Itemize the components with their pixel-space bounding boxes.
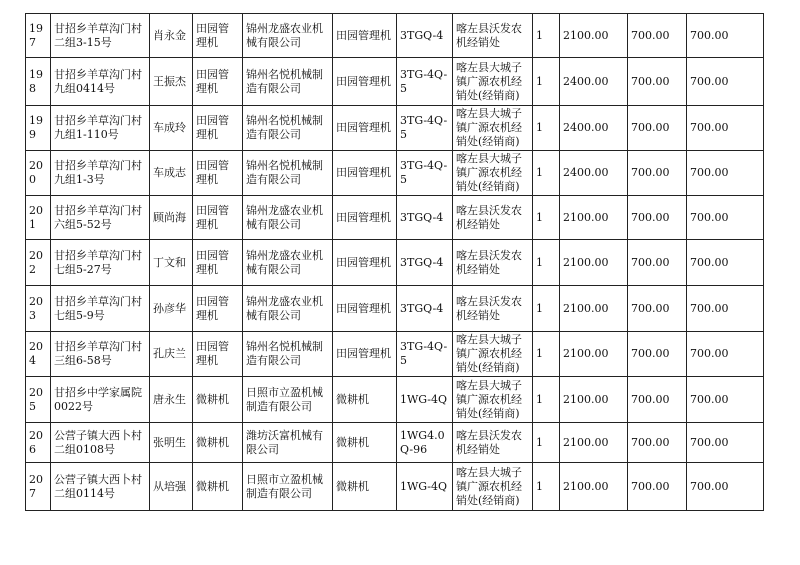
table-row (26, 240, 764, 286)
price-cell: 2100.00 (560, 286, 628, 332)
owner-name-cell: 车成玲 (150, 106, 193, 151)
machine-category-cell: 田园管理机 (193, 58, 243, 106)
manufacturer-cell: 锦州龙盛农业机械有限公司 (243, 14, 333, 58)
address-cell: 公营子镇大西卜村二组0114号 (51, 463, 150, 511)
dealer-cell: 喀左县大城子镇广源农机经销处(经销商) (453, 58, 533, 106)
subsidy-cell: 700.00 (628, 14, 687, 58)
owner-name-cell: 车成志 (150, 151, 193, 196)
owner-name-cell: 张明生 (150, 423, 193, 463)
total-subsidy-cell: 700.00 (687, 332, 764, 377)
owner-name-cell: 肖永金 (150, 14, 193, 58)
row-number: 198 (26, 58, 51, 106)
dealer-cell: 喀左县沃发农机经销处 (453, 286, 533, 332)
quantity-cell: 1 (533, 240, 560, 286)
owner-name-cell: 丁文和 (150, 240, 193, 286)
manufacturer-cell: 锦州龙盛农业机械有限公司 (243, 240, 333, 286)
product-name-cell: 田园管理机 (333, 240, 397, 286)
model-cell: 3TG-4Q-5 (397, 332, 453, 377)
row-number: 203 (26, 286, 51, 332)
price-cell: 2100.00 (560, 196, 628, 240)
row-number: 205 (26, 377, 51, 423)
quantity-cell: 1 (533, 196, 560, 240)
manufacturer-cell: 日照市立盈机械制造有限公司 (243, 463, 333, 511)
quantity-cell: 1 (533, 286, 560, 332)
machine-category-cell: 田园管理机 (193, 286, 243, 332)
dealer-cell: 喀左县大城子镇广源农机经销处(经销商) (453, 463, 533, 511)
total-subsidy-cell: 700.00 (687, 106, 764, 151)
model-cell: 3TG-4Q-5 (397, 58, 453, 106)
quantity-cell: 1 (533, 423, 560, 463)
row-number: 204 (26, 332, 51, 377)
table-row (26, 58, 764, 106)
product-name-cell: 田园管理机 (333, 286, 397, 332)
quantity-cell: 1 (533, 14, 560, 58)
quantity-cell: 1 (533, 463, 560, 511)
quantity-cell: 1 (533, 58, 560, 106)
price-cell: 2100.00 (560, 463, 628, 511)
model-cell: 3TGQ-4 (397, 286, 453, 332)
subsidy-cell: 700.00 (628, 106, 687, 151)
address-cell: 甘招乡羊草沟门村七组5-27号 (51, 240, 150, 286)
manufacturer-cell: 锦州名悦机械制造有限公司 (243, 332, 333, 377)
subsidy-cell: 700.00 (628, 286, 687, 332)
total-subsidy-cell: 700.00 (687, 463, 764, 511)
subsidy-cell: 700.00 (628, 196, 687, 240)
owner-name-cell: 从培强 (150, 463, 193, 511)
dealer-cell: 喀左县沃发农机经销处 (453, 196, 533, 240)
model-cell: 3TG-4Q-5 (397, 106, 453, 151)
table-row (26, 196, 764, 240)
table-row (26, 423, 764, 463)
row-number: 201 (26, 196, 51, 240)
table-row (26, 332, 764, 377)
manufacturer-cell: 日照市立盈机械制造有限公司 (243, 377, 333, 423)
row-number: 202 (26, 240, 51, 286)
product-name-cell: 田园管理机 (333, 332, 397, 377)
manufacturer-cell: 锦州龙盛农业机械有限公司 (243, 286, 333, 332)
address-cell: 甘招乡中学家属院0022号 (51, 377, 150, 423)
subsidy-cell: 700.00 (628, 377, 687, 423)
table-row (26, 106, 764, 151)
quantity-cell: 1 (533, 377, 560, 423)
model-cell: 1WG-4Q (397, 377, 453, 423)
row-number: 199 (26, 106, 51, 151)
address-cell: 甘招乡羊草沟门村三组6-58号 (51, 332, 150, 377)
total-subsidy-cell: 700.00 (687, 151, 764, 196)
product-name-cell: 田园管理机 (333, 151, 397, 196)
price-cell: 2400.00 (560, 151, 628, 196)
table-row (26, 14, 764, 58)
owner-name-cell: 顾尚海 (150, 196, 193, 240)
owner-name-cell: 孙彦华 (150, 286, 193, 332)
product-name-cell: 微耕机 (333, 423, 397, 463)
price-cell: 2100.00 (560, 332, 628, 377)
table-row (26, 151, 764, 196)
model-cell: 3TGQ-4 (397, 14, 453, 58)
machine-category-cell: 田园管理机 (193, 332, 243, 377)
total-subsidy-cell: 700.00 (687, 286, 764, 332)
quantity-cell: 1 (533, 151, 560, 196)
table-row (26, 377, 764, 423)
address-cell: 公营子镇大西卜村二组0108号 (51, 423, 150, 463)
manufacturer-cell: 锦州名悦机械制造有限公司 (243, 151, 333, 196)
owner-name-cell: 孔庆兰 (150, 332, 193, 377)
table-body (26, 14, 764, 511)
owner-name-cell: 王振杰 (150, 58, 193, 106)
subsidy-cell: 700.00 (628, 240, 687, 286)
row-number: 197 (26, 14, 51, 58)
price-cell: 2100.00 (560, 377, 628, 423)
owner-name-cell: 唐永生 (150, 377, 193, 423)
dealer-cell: 喀左县大城子镇广源农机经销处(经销商) (453, 377, 533, 423)
product-name-cell: 田园管理机 (333, 106, 397, 151)
machine-category-cell: 微耕机 (193, 423, 243, 463)
table-row (26, 286, 764, 332)
address-cell: 甘招乡羊草沟门村六组5-52号 (51, 196, 150, 240)
address-cell: 甘招乡羊草沟门村九组1-110号 (51, 106, 150, 151)
product-name-cell: 微耕机 (333, 463, 397, 511)
machine-category-cell: 田园管理机 (193, 151, 243, 196)
total-subsidy-cell: 700.00 (687, 14, 764, 58)
row-number: 207 (26, 463, 51, 511)
quantity-cell: 1 (533, 332, 560, 377)
dealer-cell: 喀左县沃发农机经销处 (453, 14, 533, 58)
total-subsidy-cell: 700.00 (687, 240, 764, 286)
machine-category-cell: 田园管理机 (193, 14, 243, 58)
subsidy-cell: 700.00 (628, 423, 687, 463)
total-subsidy-cell: 700.00 (687, 423, 764, 463)
manufacturer-cell: 锦州名悦机械制造有限公司 (243, 58, 333, 106)
model-cell: 3TG-4Q-5 (397, 151, 453, 196)
product-name-cell: 微耕机 (333, 377, 397, 423)
model-cell: 3TGQ-4 (397, 196, 453, 240)
subsidy-cell: 700.00 (628, 151, 687, 196)
price-cell: 2100.00 (560, 14, 628, 58)
product-name-cell: 田园管理机 (333, 58, 397, 106)
total-subsidy-cell: 700.00 (687, 58, 764, 106)
dealer-cell: 喀左县大城子镇广源农机经销处(经销商) (453, 151, 533, 196)
total-subsidy-cell: 700.00 (687, 377, 764, 423)
model-cell: 1WG4.0Q-96 (397, 423, 453, 463)
model-cell: 1WG-4Q (397, 463, 453, 511)
price-cell: 2100.00 (560, 423, 628, 463)
machine-category-cell: 田园管理机 (193, 240, 243, 286)
address-cell: 甘招乡羊草沟门村九组1-3号 (51, 151, 150, 196)
price-cell: 2400.00 (560, 106, 628, 151)
manufacturer-cell: 锦州龙盛农业机械有限公司 (243, 196, 333, 240)
quantity-cell: 1 (533, 106, 560, 151)
subsidy-cell: 700.00 (628, 58, 687, 106)
machine-category-cell: 田园管理机 (193, 106, 243, 151)
price-cell: 2100.00 (560, 240, 628, 286)
product-name-cell: 田园管理机 (333, 196, 397, 240)
manufacturer-cell: 潍坊沃富机械有限公司 (243, 423, 333, 463)
machine-category-cell: 微耕机 (193, 377, 243, 423)
row-number: 206 (26, 423, 51, 463)
address-cell: 甘招乡羊草沟门村二组3-15号 (51, 14, 150, 58)
address-cell: 甘招乡羊草沟门村九组0414号 (51, 58, 150, 106)
row-number: 200 (26, 151, 51, 196)
table-row (26, 463, 764, 511)
subsidy-cell: 700.00 (628, 463, 687, 511)
dealer-cell: 喀左县沃发农机经销处 (453, 240, 533, 286)
model-cell: 3TGQ-4 (397, 240, 453, 286)
subsidy-table (25, 13, 764, 511)
total-subsidy-cell: 700.00 (687, 196, 764, 240)
machine-category-cell: 微耕机 (193, 463, 243, 511)
machine-category-cell: 田园管理机 (193, 196, 243, 240)
manufacturer-cell: 锦州名悦机械制造有限公司 (243, 106, 333, 151)
dealer-cell: 喀左县大城子镇广源农机经销处(经销商) (453, 332, 533, 377)
subsidy-cell: 700.00 (628, 332, 687, 377)
dealer-cell: 喀左县大城子镇广源农机经销处(经销商) (453, 106, 533, 151)
address-cell: 甘招乡羊草沟门村七组5-9号 (51, 286, 150, 332)
dealer-cell: 喀左县沃发农机经销处 (453, 423, 533, 463)
product-name-cell: 田园管理机 (333, 14, 397, 58)
price-cell: 2400.00 (560, 58, 628, 106)
